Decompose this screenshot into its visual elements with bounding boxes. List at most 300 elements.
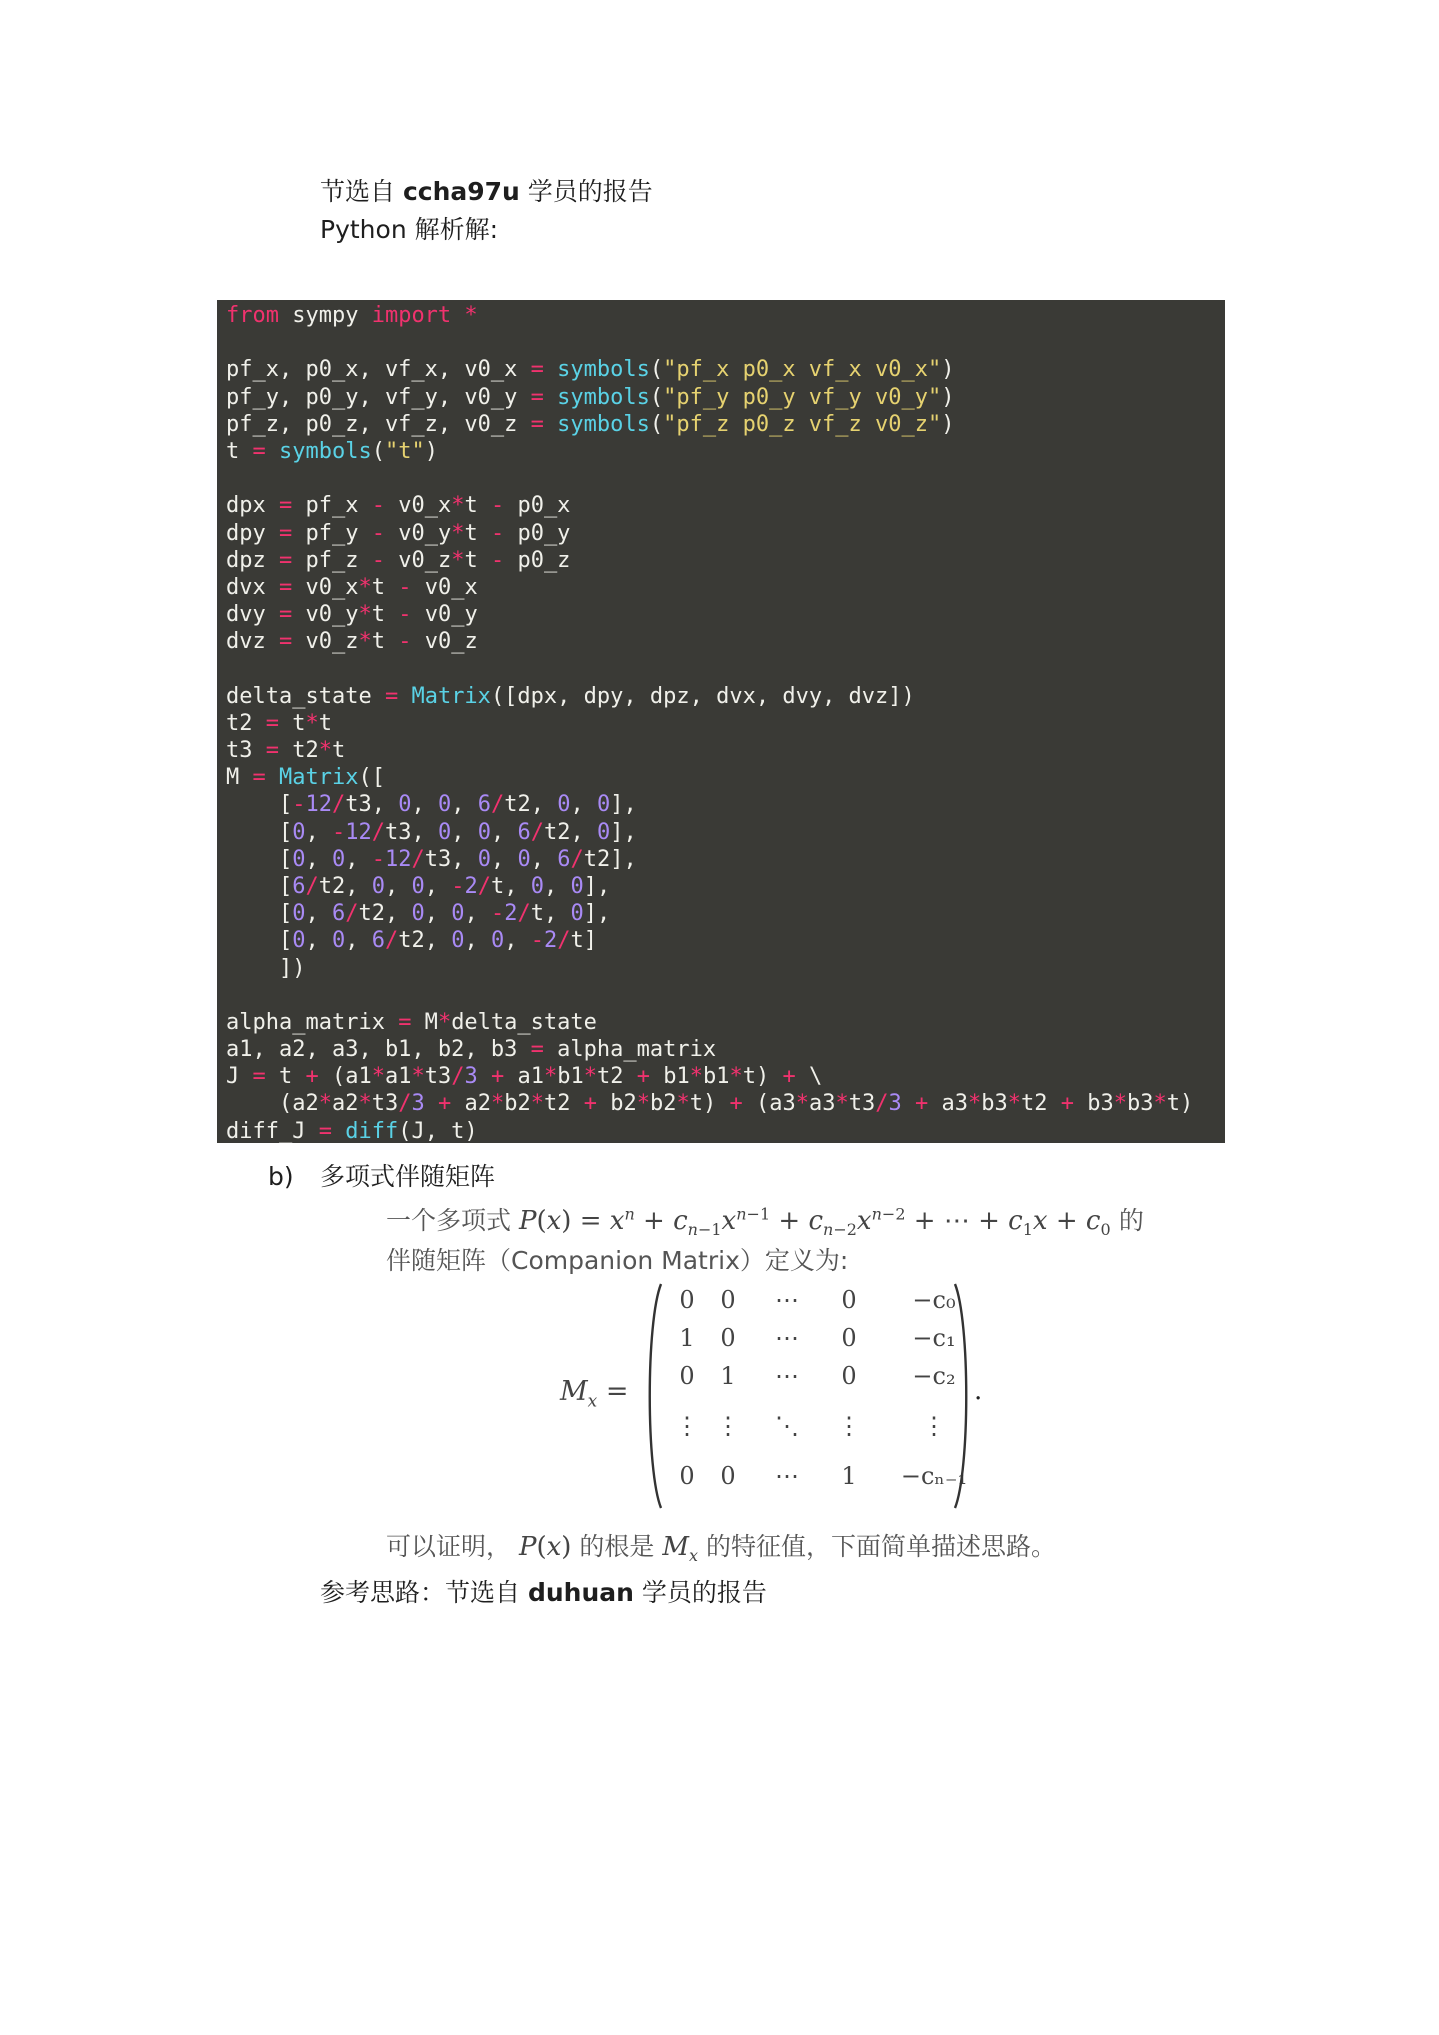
reference-suffix: 学员的报告 [633,1578,767,1607]
code-token-op: = [278,547,293,573]
matrix-cell: 1 [841,1462,857,1490]
code-token-name: a3 [808,1091,836,1117]
code-token-name: ( [371,438,385,464]
code-token-name: alpha_matrix [226,1009,399,1035]
code-token-name: p0_y [504,520,571,546]
code-token-name: t3, [345,792,399,818]
code-line [217,356,1225,383]
code-token-name: t2, [318,873,372,899]
code-token-num: 12 [305,792,332,818]
code-token-op: - [490,901,505,927]
code-token-name: b3 [981,1091,1008,1117]
code-token-name: \ [795,1064,823,1090]
code-line [217,329,1225,356]
code-token-name: v0_x [411,574,478,600]
code-token-name: dpy [226,520,279,546]
code-line [217,737,1225,764]
code-token-name: b1 [557,1064,584,1090]
code-token-name: , [451,819,478,845]
matrix-cell: 0 [841,1362,857,1390]
reference-prefix: 参考思路：节选自 [320,1578,528,1607]
code-line [217,791,1225,818]
code-token-op: * [636,1091,650,1117]
code-token-num: 6 [371,928,385,954]
code-token-name: diff_J [226,1118,319,1143]
intro-suffix: 的 [1118,1206,1144,1235]
code-token-name: t [332,738,346,763]
code-token-op: / [411,846,425,872]
code-token-name [398,684,411,709]
code-token-name: t [318,710,332,736]
code-token-op: * [451,493,465,519]
code-token-name: t [464,520,491,546]
code-token-op: - [398,629,412,655]
code-line [217,438,1225,465]
code-token-op: - [398,574,412,600]
section-title: 多项式伴随矩阵 [320,1162,496,1191]
code-token-op: / [384,928,399,954]
code-token-name: , [411,792,438,818]
code-token-name: (a3 [742,1091,796,1117]
left-paren [642,1282,664,1510]
code-token-name: t, [490,873,531,899]
code-token-name: , [305,928,332,954]
code-token-name: pf_y, p0_y, vf_y, v0_y [226,384,531,410]
code-token-name: v0_z [384,547,452,573]
code-token-name: ], [583,901,611,927]
code-token-name: t3 [848,1091,876,1117]
code-token-name: , [464,901,491,927]
code-token-name: pf_z [292,547,372,573]
matrix-cell: −cₙ₋₁ [900,1462,968,1490]
code-token-op: = [530,357,544,383]
code-token-op: + [490,1064,505,1090]
code-token-name: , [305,846,332,872]
code-token-op: = [252,438,266,464]
code-token-name: dpz [226,547,279,573]
matrix-cell: 1 [679,1324,695,1352]
code-token-name: [ [226,846,293,872]
code-token-num: 0 [517,846,531,872]
matrix-cell: ⋯ [775,1286,799,1314]
code-token-num: 0 [437,819,452,845]
code-token-op: * [1113,1091,1127,1117]
section-b-heading [268,1160,495,1194]
code-token-name: t [371,574,399,600]
code-token-op: + [583,1091,597,1117]
code-token-op: / [477,873,491,899]
code-token-name [425,1091,438,1116]
matrix-cell: −c₂ [912,1362,956,1390]
code-token-num: 0 [411,873,425,899]
code-token-name: delta_state [451,1009,597,1035]
code-token-op: / [305,873,319,899]
code-token-op: + [914,1091,929,1117]
code-token-name: t] [570,928,597,954]
code-token-name: p0_z [504,547,571,573]
code-token-num: 0 [490,928,505,954]
code-token-op: * [358,629,372,655]
proof-line [386,1530,1056,1564]
code-token-name: t2], [583,846,637,872]
code-token-name: , [543,873,571,899]
equals-sign: = [597,1376,629,1407]
code-line [217,982,1225,1009]
code-token-fn: symbols [279,438,372,464]
code-token-name: t2, [543,819,597,845]
code-token-name: t3 [371,1091,399,1117]
proof-mid: 的根是 [579,1532,655,1561]
code-token-op: + [636,1064,650,1090]
code-token-op: * [795,1091,809,1117]
px-formula: P(x) [518,1532,572,1562]
code-screenshot [217,300,1225,1143]
code-line [217,601,1225,628]
code-token-num: 0 [411,901,425,927]
code-token-op: / [570,846,584,872]
code-token-op: * [729,1064,743,1090]
code-line [217,302,1225,329]
code-token-name: ) [424,438,438,464]
matrix-lhs [560,1376,629,1412]
code-token-name: ) [941,357,955,383]
code-line [217,846,1225,873]
code-token-op: = [318,1118,332,1143]
code-token-name [544,385,557,410]
code-token-op: * [451,303,478,328]
code-token-name: pf_x [292,493,372,519]
code-line [217,655,1225,682]
code-token-op: - [451,873,465,899]
code-token-name: t [464,547,491,573]
code-token-name: t [279,710,306,736]
code-token-name: , [490,819,518,845]
polynomial-definition-line [386,1204,1144,1238]
code-token-op: * [451,547,465,573]
code-token-name: v0_y [384,520,452,546]
code-token-name: t2 [226,710,266,736]
report-source-line [320,175,653,209]
code-token-op: = [398,1009,412,1035]
code-token-op: / [371,819,385,845]
code-token-name: ]) [226,955,306,981]
matrix-period: . [974,1376,983,1406]
code-token-num: 0 [292,846,306,872]
code-token-op: = [384,683,399,709]
code-token-str: "pf_z p0_z vf_z v0_z" [663,411,942,437]
code-token-op: - [371,547,385,573]
code-token-name: a1, a2, a3, b1, b2, b3 [226,1037,531,1063]
source-suffix: 学员的报告 [519,177,653,206]
code-token-op: - [490,493,505,519]
code-token-op: * [689,1064,703,1090]
code-token-name: t, [530,901,571,927]
code-token-op: + [305,1064,319,1090]
code-token-op: - [371,493,385,519]
code-token-op: * [543,1064,558,1090]
code-line [217,683,1225,710]
code-token-op: * [967,1091,982,1117]
code-token-name: t) [1166,1091,1194,1117]
code-token-name: t2 [1020,1091,1061,1117]
code-token-name: t [226,438,253,464]
code-token-op: * [1153,1091,1167,1117]
code-line [217,873,1225,900]
matrix-cell: 0 [679,1462,695,1490]
code-line [217,384,1225,411]
code-token-name: , [424,901,452,927]
code-token-name: b2 [649,1091,677,1117]
code-token-name: , [451,792,478,818]
code-token-op: / [398,1091,412,1117]
reference-username: duhuan [527,1578,634,1607]
matrix-cell: ⋮ [922,1412,946,1440]
code-token-op: * [305,710,319,736]
code-token-fn: symbols [557,357,650,383]
code-token-name: ) [941,411,955,437]
code-token-name: dpx [226,493,279,519]
code-token-name: t [371,629,399,655]
code-token-name: t3 [226,738,266,763]
code-token-name: ([dpx, dpy, dpz, dvx, dvy, dvz]) [490,683,915,709]
code-token-name: , [504,928,531,954]
code-token-op: * [835,1091,849,1117]
matrix-cell: 0 [720,1462,736,1490]
code-token-name: b3 [1126,1091,1154,1117]
code-token-num: 0 [451,901,465,927]
code-token-num: 6 [331,901,346,927]
mx-formula: $M_x$ [662,1532,699,1566]
code-token-name: ( [649,384,664,410]
code-token-op: * [676,1091,690,1117]
code-token-name: t) [742,1064,783,1090]
code-token-name: a1 [384,1064,412,1090]
code-token-name: b1 [702,1064,730,1090]
code-token-op: = [252,765,266,791]
code-token-name: t3, [424,846,478,872]
matrix-cell: ⋮ [716,1412,740,1440]
code-token-fn: symbols [557,384,650,410]
code-token-num: 2 [464,873,478,899]
code-token-name [478,1064,491,1089]
matrix-cell: ⋱ [775,1412,799,1440]
code-token-op: * [318,738,332,763]
matrix-cell: 0 [679,1286,695,1314]
code-token-name: , [424,873,452,899]
polynomial-formula: $P(x) = x^n + c_{n-1}x^{n-1} + c_{n-2}x^{n-2}$ + ⋯ + $c_1x + c_0$ [518,1204,1111,1240]
code-token-num: 0 [530,873,544,899]
code-token-num: 0 [451,928,465,954]
code-token-name: p0_x [504,493,571,519]
code-token-name: [ [226,873,293,899]
code-line [217,465,1225,492]
code-token-op: - [398,602,412,628]
code-token-op: / [875,1091,889,1117]
companion-definition-line: 伴随矩阵（Companion Matrix）定义为: [386,1246,849,1275]
code-token-num: 12 [384,846,412,872]
code-token-name [544,357,557,382]
code-token-name: (a1 [318,1064,372,1090]
code-token-name: , [305,901,332,927]
code-token-op: = [252,1064,266,1090]
code-token-num: 6 [517,819,531,845]
code-token-num: 3 [464,1064,478,1090]
matrix-cell: ⋯ [775,1362,799,1390]
code-token-op: = [265,738,279,763]
code-token-name: v0_x [384,493,452,519]
code-token-op: = [530,411,544,437]
code-token-name: [ [226,819,293,845]
code-token-num: 0 [292,901,306,927]
code-token-num: 0 [331,846,346,872]
code-token-num: 0 [596,819,611,845]
code-token-name [332,1119,345,1143]
code-token-op: / [331,792,346,818]
code-token-op: + [1060,1091,1074,1117]
code-token-name: v0_y [292,602,359,628]
code-token-fn: diff [345,1118,399,1143]
python-solution-heading: Python 解析解: [320,215,499,244]
code-token-name: b1 [649,1064,690,1090]
code-token-op: / [451,1064,465,1090]
matrix-cell: 1 [720,1362,736,1390]
code-token-name [902,1091,915,1116]
proof-prefix: 可以证明， [386,1532,512,1561]
code-token-name: ], [583,873,611,899]
code-token-op: * [358,574,372,600]
matrix-symbol: M [560,1376,588,1407]
code-token-op: + [437,1091,452,1117]
matrix-cell: ⋮ [675,1412,699,1440]
code-token-name: alpha_matrix [543,1037,717,1063]
code-token-name: ( [649,411,664,437]
code-token-op: / [517,901,531,927]
matrix-cells [664,1282,990,1510]
code-token-name: , [490,846,518,872]
code-token-op: * [490,1091,505,1117]
code-token-name [266,439,279,464]
code-token-op: - [331,819,346,845]
code-token-name: , [305,819,332,845]
code-line [217,492,1225,519]
code-token-op: - [530,928,544,954]
code-token-op: * [583,1064,597,1090]
code-token-name: b2 [596,1091,637,1117]
code-line [217,1036,1225,1063]
matrix-cell: ⋮ [837,1412,861,1440]
code-token-name: sympy [278,303,372,328]
code-token-name: v0_z [411,629,478,655]
code-token-op: / [345,901,359,927]
code-token-name: ) [941,384,955,410]
code-token-op: = [530,384,544,410]
code-token-num: 0 [292,928,306,954]
code-token-name: M [411,1009,438,1035]
code-token-num: 3 [888,1091,902,1117]
code-token-op: * [358,602,372,628]
code-token-num: 0 [292,819,306,845]
code-token-name: a1 [504,1064,544,1090]
code-token-name: b2 [504,1091,531,1117]
code-token-name [544,412,557,437]
companion-matrix [560,1282,1020,1512]
code-token-name: , [345,846,372,872]
code-token-op: * [371,1064,385,1090]
code-line [217,574,1225,601]
code-token-op: / [490,792,505,818]
code-token-name: v0_z [292,629,359,655]
matrix-cell: 0 [841,1324,857,1352]
section-marker: b) [268,1162,294,1191]
code-token-name: b3 [1073,1091,1114,1117]
code-token-name: , [464,928,491,954]
code-token-op: = [278,629,293,655]
code-token-str: "pf_x p0_x vf_x v0_x" [663,357,942,383]
code-token-num: 12 [345,819,372,845]
code-token-name: t2, [504,792,558,818]
code-token-name: [ [226,901,293,927]
code-token-op: * [437,1009,452,1035]
code-token-name: [ [226,928,293,954]
code-token-name: , [530,846,558,872]
code-token-name: dvx [226,574,279,600]
code-token-name: dvz [226,629,279,655]
matrix-cell: 0 [841,1286,857,1314]
matrix-cell: 0 [720,1324,736,1352]
code-token-op: + [782,1064,796,1090]
code-token-op: - [371,846,385,872]
code-token-str: "pf_y p0_y vf_y v0_y" [663,384,942,410]
code-line [217,520,1225,547]
code-token-name: t3, [384,819,438,845]
code-token-fn: symbols [557,411,650,437]
code-token-name: , [345,928,372,954]
code-token-num: 6 [292,873,306,899]
code-token-num: 3 [411,1091,425,1117]
code-token-fn: Matrix [279,765,359,791]
code-line [217,1090,1225,1117]
code-token-name: t2 [543,1091,584,1117]
code-token-name: v0_y [411,602,478,628]
code-token-name: pf_y [292,520,372,546]
code-token-num: 0 [477,846,491,872]
code-line [217,927,1225,954]
code-line [217,764,1225,791]
code-token-num: 0 [437,792,452,818]
matrix-cell: 0 [720,1286,736,1314]
code-token-op: / [530,819,544,845]
code-token-name: [ [226,792,293,818]
code-token-name: t2, [398,928,452,954]
code-token-num: 0 [398,792,412,818]
source-prefix: 节选自 [320,177,403,206]
code-token-name: M [226,765,253,791]
code-token-num: 0 [477,819,491,845]
code-token-op: = [265,710,279,736]
code-token-name: (a2 [226,1091,319,1117]
code-token-op: * [318,1091,332,1117]
code-token-op: = [278,520,293,546]
code-token-kw: import [371,303,452,328]
source-username: ccha97u [402,177,520,206]
code-token-op: - [292,792,306,818]
matrix-cell: −c₀ [912,1286,956,1314]
code-token-name: pf_x, p0_x, vf_x, v0_x [226,357,531,383]
code-token-name: t) [689,1091,730,1117]
code-token-name: ], [610,792,637,818]
code-token-op: = [278,602,293,628]
code-token-num: 0 [371,873,385,899]
